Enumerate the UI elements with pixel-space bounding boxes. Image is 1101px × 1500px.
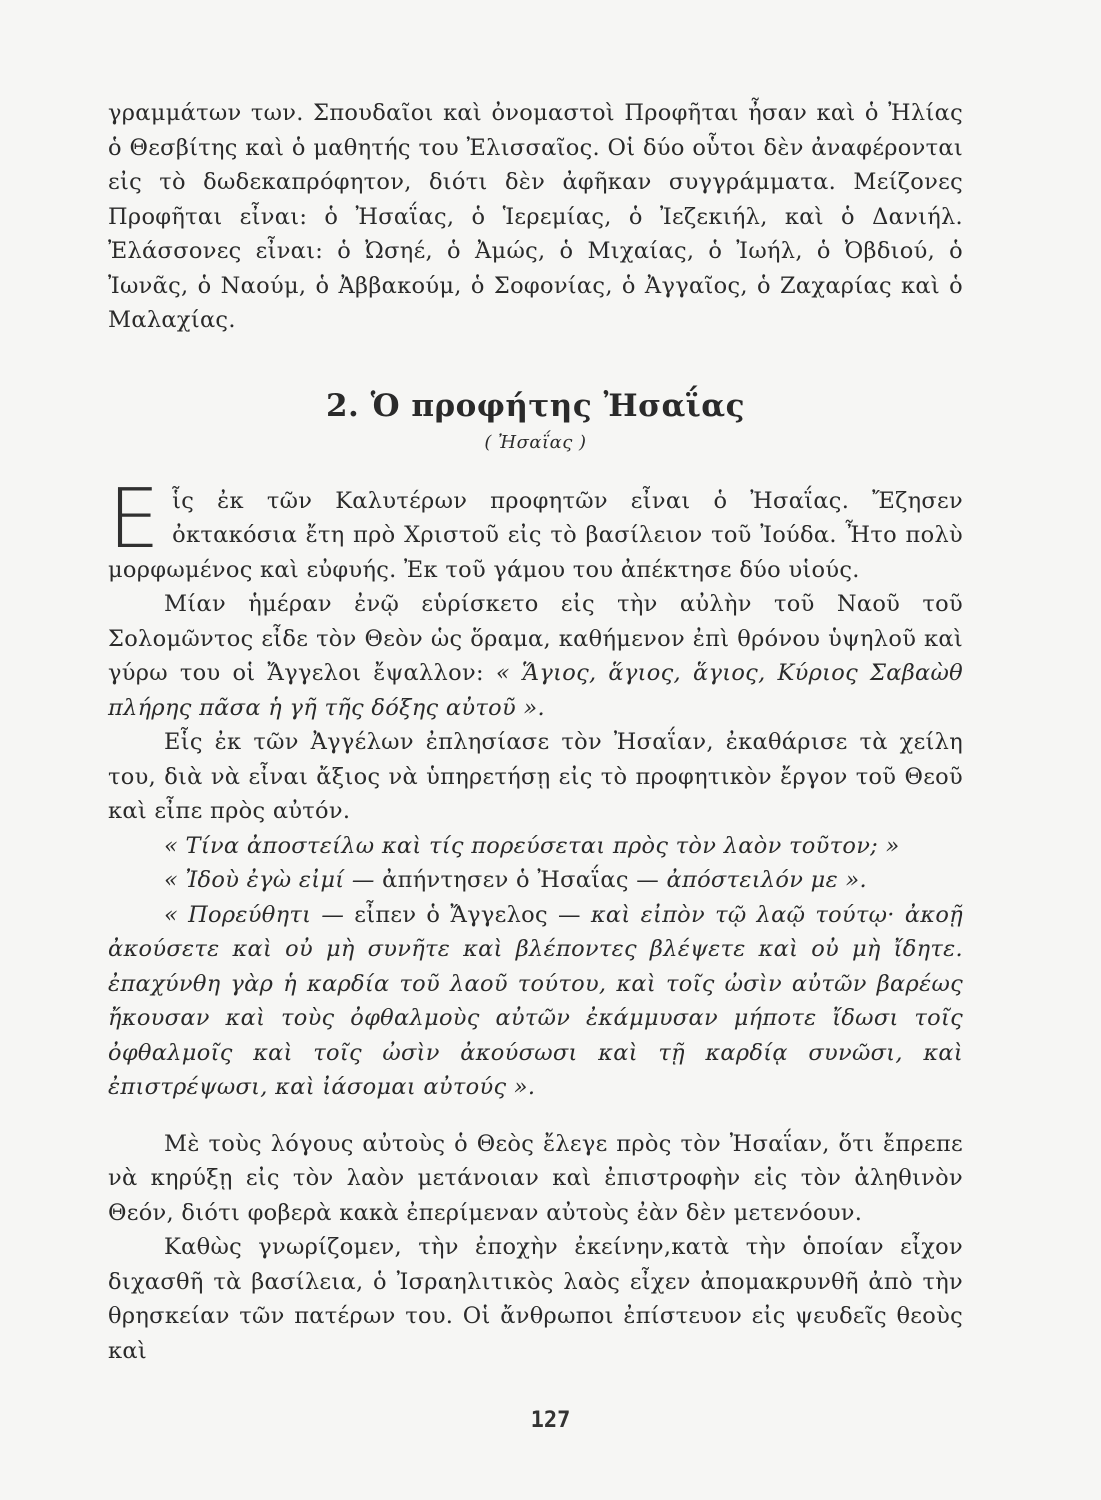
paragraph-1-text: ἷς ἐκ τῶν Καλυτέρων προφητῶν εἶναι ὁ Ἠσαΐας. Ἔζησεν ὀκτακόσια ἔτη πρὸ Χριστοῦ εἰς τὸ βασίλειον τοῦ Ἰούδα. Ἦτο πολὺ μορφωμένος καὶ εὐφυής. Ἐκ τοῦ γάμου του ἀπέκτησε δύο υἱούς. [108, 487, 963, 583]
paragraph-2-text: Μίαν ἡμέραν ἐνῷ εὑρίσκετο εἰς τὴν αὐλὴν τοῦ Ναοῦ τοῦ Σολομῶντος εἶδε τὸν Θεὸν ὡς ὅραμα, καθήμενον ἐπὶ θρόνου ὑψηλοῦ καὶ γύρω του οἱ Ἄγγελοι ἔψαλλον: [108, 591, 963, 686]
quote-2-part-a: « Ἰδοὺ ἐγὼ εἰμί — [164, 867, 375, 893]
section-heading: 2. Ὁ προφήτης Ἠσαΐας [325, 387, 746, 424]
quote-2-part-b: ἀπήντησεν ὁ Ἠσαΐας — [382, 867, 660, 893]
drop-cap: Ε [108, 471, 161, 567]
page-content [108, 96, 963, 1368]
paragraph-2 [108, 587, 963, 725]
quote-3-part-a: « Πορεύθητι — [164, 901, 345, 928]
quote-3-part-b: εἶπεν ὁ Ἄγγελος — [354, 901, 581, 928]
paragraph-2-quote: « Ἅγιος, ἅγιος, ἅγιος, Κύριος Σαβαὼθ πλήρης πᾶσα ἡ γῆ τῆς δόξης αὐτοῦ ». [108, 660, 963, 721]
page-number: 127 [530, 1408, 571, 1433]
quote-2 [108, 863, 963, 898]
quote-3 [108, 898, 963, 1105]
paragraph-4: Μὲ τοὺς λόγους αὐτοὺς ὁ Θεὸς ἔλεγε πρὸς τὸν Ἠσαΐαν, ὅτι ἔπρεπε νὰ κηρύξῃ εἰς τὸν λαὸν μετάνοιαν καὶ ἐπιστροφὴν εἰς τὸν ἀληθινὸν Θεόν, διότι φοβερὰ κακὰ ἐπερίμεναν αὐτοὺς ἐὰν δὲν μετενόουν. [108, 1130, 963, 1226]
paragraph-3: Εἷς ἐκ τῶν Ἀγγέλων ἐπλησίασε τὸν Ἠσαΐαν, ἐκαθάρισε τὰ χείλη του, διὰ νὰ εἶναι ἄξιος νὰ ὑπηρετήσῃ εἰς τὸ προφητικὸν ἔργον τοῦ Θεοῦ καὶ εἶπε πρὸς αὐτόν. [108, 729, 963, 824]
quote-1: « Τίνα ἀποστείλω καὶ τίς πορεύσεται πρὸς τὸν λαὸν τοῦτον; » [164, 832, 900, 859]
quote-3-part-c: καὶ εἰπὸν τῷ λαῷ τούτῳ· ἀκοῇ ἀκούσετε καὶ οὐ μὴ συνῆτε καὶ βλέποντες βλέψετε καὶ οὐ μὴ ἴδητε. ἐπαχύνθη γὰρ ἡ καρδία τοῦ λαοῦ τούτου, καὶ τοῖς ὠσὶν αὐτῶν βαρέως ἤκουσαν καὶ τοὺς ὀφθαλμοὺς αὐτῶν ἐκάμμυσαν μήποτε ἴδωσι τοῖς ὀφθαλμοῖς καὶ τοῖς ὠσὶν ἀκούσωσι καὶ τῇ καρδίᾳ συνῶσι, καὶ ἐπιστρέψωσι, καὶ ἰάσομαι αὐτούς ». [108, 901, 963, 1100]
paragraph-1 [108, 471, 963, 588]
quote-2-part-c: ἀπόστειλόν με ». [666, 867, 867, 893]
section-subheading: ( Ἠσαΐας ) [484, 431, 587, 453]
paragraph-5: Καθὼς γνωρίζομεν, τὴν ἐποχὴν ἐκείνην,κατὰ τὴν ὁποίαν εἶχον διχασθῆ τὰ βασίλεια, ὁ Ἰσραηλιτικὸς λαὸς εἶχεν ἀπομακρυνθῆ ἀπὸ τὴν θρησκείαν τῶν πατέρων του. Οἱ ἄνθρωποι ἐπίστευον εἰς ψευδεῖς θεοὺς καὶ [108, 1234, 963, 1364]
intro-paragraph: γραμμάτων των. Σπουδαῖοι καὶ ὀνομαστοὶ Προφῆται ἦσαν καὶ ὁ Ἠλίας ὁ Θεσβίτης καὶ ὁ μαθητής του Ἐλισσαῖος. Οἱ δύο οὗτοι δὲν ἀναφέρονται εἰς τὸ δωδεκαπρόφητον, διότι δὲν ἀφῆκαν συγγράμματα. Μείζονες Προφῆται εἶναι: ὁ Ἠσαΐας, ὁ Ἱερεμίας, ὁ Ἰεζεκιήλ, καὶ ὁ Δανιήλ. Ἐλάσσονες εἶναι: ὁ Ὠσηέ, ὁ Ἀμώς, ὁ Μιχαίας, ὁ Ἰωήλ, ὁ Ὀβδιού, ὁ Ἰωνᾶς, ὁ Ναούμ, ὁ Ἀββακούμ, ὁ Σοφονίας, ὁ Ἀγγαῖος, ὁ Ζαχαρίας καὶ ὁ Μαλαχίας. [108, 100, 963, 333]
